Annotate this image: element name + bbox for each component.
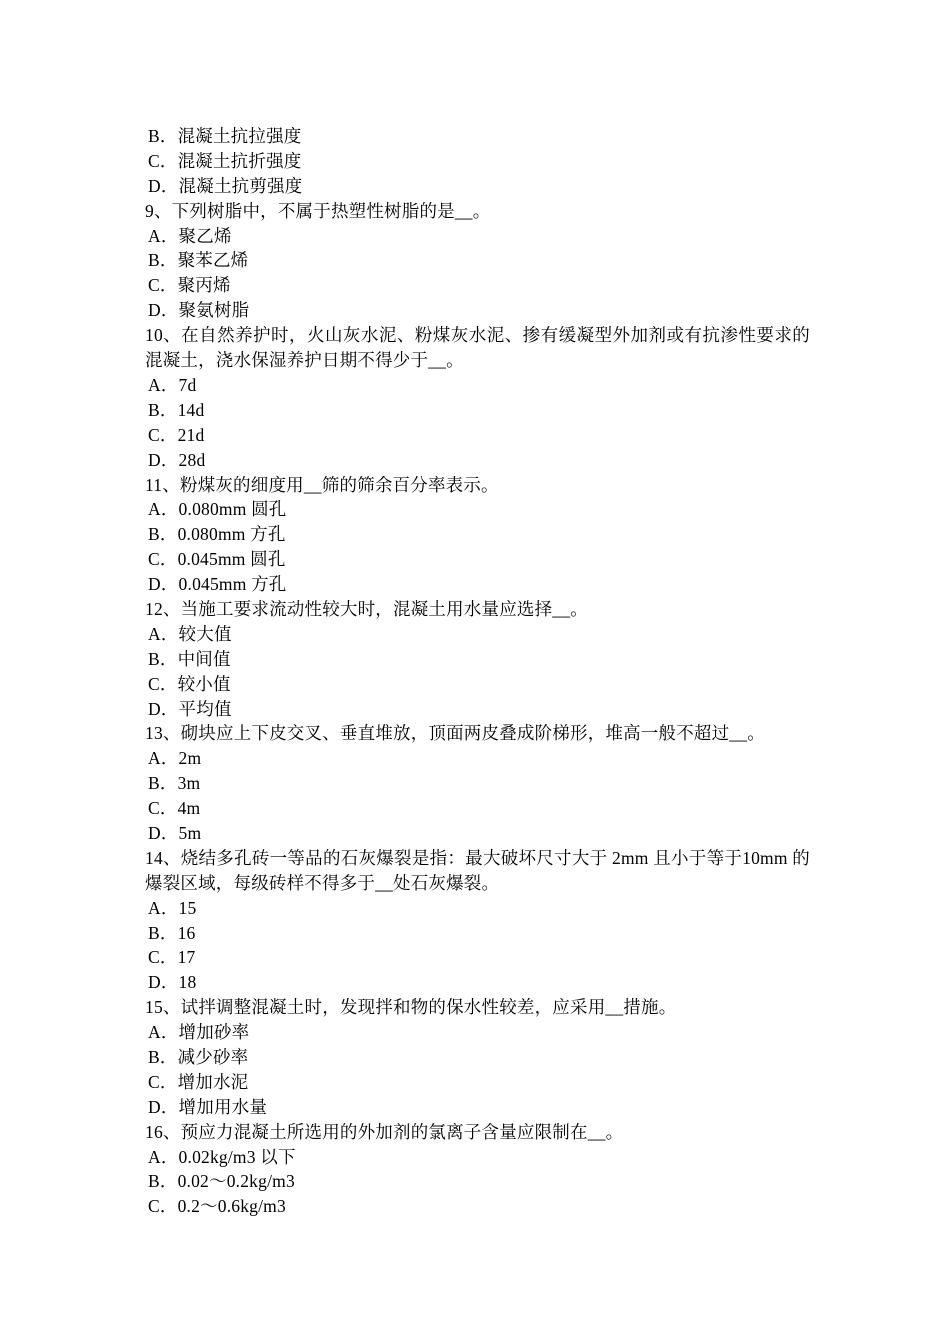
question-stem: 12、当施工要求流动性较大时，混凝土用水量应选择__。 [145, 598, 588, 619]
option-item: B．16 [148, 922, 196, 943]
option-item: C．混凝土抗折强度 [148, 150, 302, 171]
option-item: C．0.045mm 圆孔 [148, 549, 286, 570]
option-item: C．较小值 [148, 673, 231, 694]
option-item: B．减少砂率 [148, 1047, 249, 1068]
option-item: C．0.2～0.6kg/m3 [148, 1196, 286, 1217]
option-item: A．15 [148, 897, 197, 918]
question-stem: 15、试拌调整混凝土时，发现拌和物的保水性较差，应采用__措施。 [145, 997, 677, 1018]
option-item: B．14d [148, 399, 205, 420]
option-item: D．平均值 [148, 698, 232, 719]
option-item: A．较大值 [148, 623, 232, 644]
question-list [145, 124, 810, 1219]
option-item: A．2m [148, 748, 202, 769]
option-item: B．中间值 [148, 648, 231, 669]
option-item: C．21d [148, 424, 205, 445]
question-stem: 16、预应力混凝土所选用的外加剂的氯离子含量应限制在__。 [145, 1121, 624, 1142]
option-item: C．4m [148, 798, 201, 819]
option-item: B．聚苯乙烯 [148, 250, 249, 271]
option-item: D．混凝土抗剪强度 [148, 175, 303, 196]
option-item: A．增加砂率 [148, 1022, 250, 1043]
option-item: B．3m [148, 773, 201, 794]
question-stem: 13、砌块应上下皮交叉、垂直堆放，顶面两皮叠成阶梯形，堆高一般不超过__。 [145, 723, 765, 744]
question-stem: 14、烧结多孔砖一等品的石灰爆裂是指：最大破坏尺寸大于 2mm 且小于等于10mm 的爆裂区域，每级砖样不得多于__处石灰爆裂。 [145, 847, 810, 893]
option-item: C．增加水泥 [148, 1071, 249, 1092]
option-item: D．增加用水量 [148, 1096, 268, 1117]
option-item: D．5m [148, 822, 202, 843]
question-stem: 10、在自然养护时，火山灰水泥、粉煤灰水泥、掺有缓凝型外加剂或有抗渗性要求的混凝土，浇水保湿养护日期不得少于__。 [145, 325, 810, 371]
option-item: A．0.080mm 圆孔 [148, 499, 287, 520]
question-stem: 11、粉煤灰的细度用__筛的筛余百分率表示。 [145, 474, 499, 495]
option-item: A．0.02kg/m3 以下 [148, 1146, 296, 1167]
option-item: B．0.080mm 方孔 [148, 524, 286, 545]
option-item: D．18 [148, 972, 197, 993]
option-item: B．混凝土抗拉强度 [148, 126, 302, 146]
option-item: B．0.02～0.2kg/m3 [148, 1171, 295, 1192]
option-item: D．0.045mm 方孔 [148, 574, 287, 595]
option-item: A．7d [148, 374, 197, 395]
option-item: D．聚氨树脂 [148, 300, 250, 321]
option-item: A．聚乙烯 [148, 225, 232, 246]
option-item: C．聚丙烯 [148, 275, 231, 296]
question-stem: 9、下列树脂中，不属于热塑性树脂的是__。 [145, 200, 491, 221]
option-item: C．17 [148, 947, 196, 968]
option-item: D．28d [148, 449, 206, 470]
